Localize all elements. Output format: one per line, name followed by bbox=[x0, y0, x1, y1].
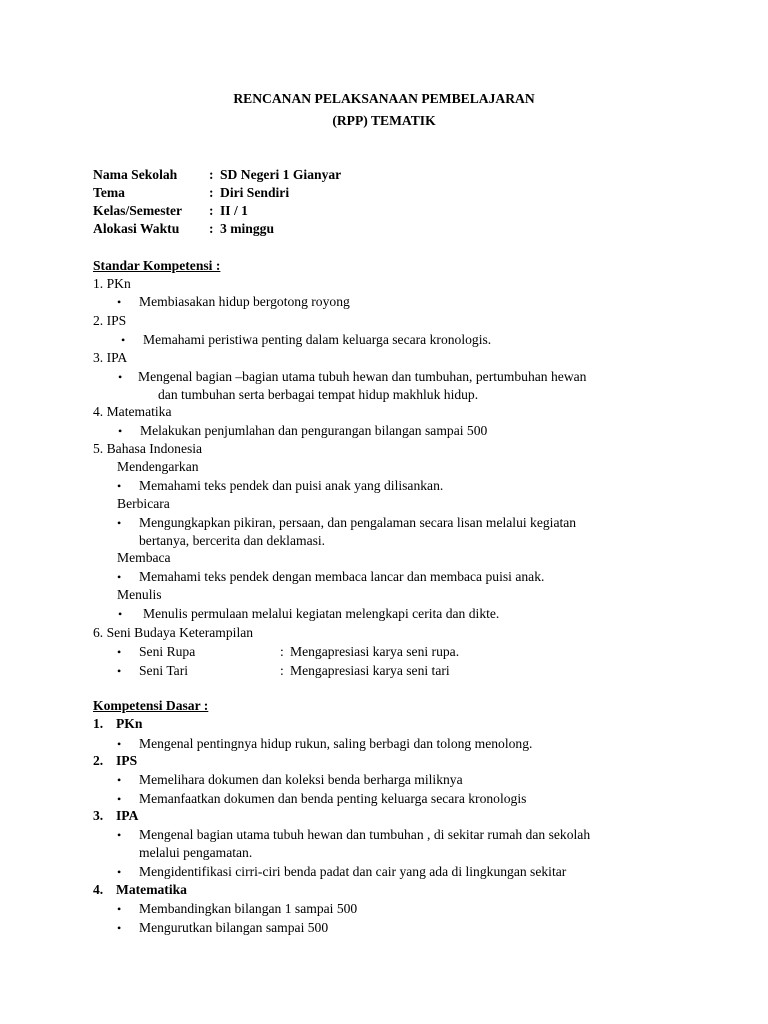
list-item: Mengidentifikasi cirri-ciri benda padat dan cair yang ada di lingkungan sekitar bbox=[139, 864, 567, 879]
list-item-continuation: bertanya, bercerita dan deklamasi. bbox=[139, 533, 326, 548]
identity-colon: : bbox=[209, 167, 214, 182]
identity-value: Diri Sendiri bbox=[220, 185, 290, 200]
list-item-colon: : bbox=[280, 663, 284, 678]
list-item: Memanfaatkan dokumen dan benda penting keluarga secara kronologis bbox=[139, 791, 527, 806]
sub-heading: Menulis bbox=[117, 587, 162, 602]
identity-value: SD Negeri 1 Gianyar bbox=[220, 167, 342, 182]
bullet-icon: • bbox=[117, 737, 122, 751]
sub-heading: Berbicara bbox=[117, 496, 170, 511]
list-item: Memelihara dokumen dan koleksi benda berharga miliknya bbox=[139, 772, 463, 787]
subject-heading: IPA bbox=[116, 808, 139, 823]
list-item-colon: : bbox=[280, 644, 284, 659]
bullet-icon: • bbox=[117, 295, 122, 309]
document-title: RENCANAN PELAKSANAAN PEMBELAJARAN bbox=[233, 91, 535, 106]
bullet-icon: • bbox=[118, 370, 123, 384]
subject-heading: 4. Matematika bbox=[93, 404, 172, 419]
list-item: Memahami teks pendek dengan membaca lancar dan membaca puisi anak. bbox=[139, 569, 545, 584]
list-item: Membandingkan bilangan 1 sampai 500 bbox=[139, 901, 358, 916]
sub-heading: Mendengarkan bbox=[117, 459, 199, 474]
subject-number: 3. bbox=[93, 808, 104, 823]
section-heading: Kompetensi Dasar : bbox=[93, 698, 209, 713]
list-item-label: Seni Tari bbox=[139, 663, 189, 678]
subject-heading: 6. Seni Budaya Keterampilan bbox=[93, 625, 254, 640]
list-item: Menulis permulaan melalui kegiatan melengkapi cerita dan dikte. bbox=[143, 606, 500, 621]
subject-heading: 2. IPS bbox=[93, 313, 127, 328]
list-item: Mengenal pentingnya hidup rukun, saling berbagi dan tolong menolong. bbox=[139, 736, 533, 751]
identity-label: Tema bbox=[93, 185, 125, 200]
list-item: Mengurutkan bilangan sampai 500 bbox=[139, 920, 329, 935]
identity-colon: : bbox=[209, 185, 214, 200]
identity-colon: : bbox=[209, 221, 214, 236]
document-subtitle: (RPP) TEMATIK bbox=[332, 113, 436, 128]
list-item-continuation: melalui pengamatan. bbox=[139, 845, 253, 860]
identity-label: Alokasi Waktu bbox=[93, 221, 180, 236]
list-item-value: Mengapresiasi karya seni tari bbox=[290, 663, 450, 678]
list-item: Mengungkapkan pikiran, persaan, dan pengalaman secara lisan melalui kegiatan bbox=[139, 515, 577, 530]
bullet-icon: • bbox=[118, 424, 123, 438]
bullet-icon: • bbox=[117, 902, 122, 916]
identity-value: II / 1 bbox=[220, 203, 248, 218]
list-item: Mengenal bagian utama tubuh hewan dan tumbuhan , di sekitar rumah dan sekolah bbox=[139, 827, 591, 842]
list-item: Mengenal bagian –bagian utama tubuh hewan dan tumbuhan, pertumbuhan hewan bbox=[138, 369, 587, 384]
list-item: Memahami peristiwa penting dalam keluarga secara kronologis. bbox=[143, 332, 492, 347]
bullet-icon: • bbox=[117, 828, 122, 842]
sub-heading: Membaca bbox=[117, 550, 171, 565]
bullet-icon: • bbox=[117, 792, 122, 806]
list-item-continuation: dan tumbuhan serta berbagai tempat hidup makhluk hidup. bbox=[158, 387, 479, 402]
list-item: Membiasakan hidup bergotong royong bbox=[139, 294, 350, 309]
subject-heading: IPS bbox=[116, 753, 138, 768]
subject-number: 4. bbox=[93, 882, 104, 897]
subject-heading: PKn bbox=[116, 716, 143, 731]
bullet-icon: • bbox=[121, 333, 126, 347]
subject-number: 1. bbox=[93, 716, 104, 731]
identity-label: Nama Sekolah bbox=[93, 167, 178, 182]
bullet-icon: • bbox=[117, 773, 122, 787]
bullet-icon: • bbox=[117, 645, 122, 659]
subject-heading: 1. PKn bbox=[93, 276, 131, 291]
section-heading: Standar Kompetensi : bbox=[93, 258, 221, 273]
bullet-icon: • bbox=[117, 570, 122, 584]
subject-heading: 3. IPA bbox=[93, 350, 128, 365]
subject-heading: Matematika bbox=[116, 882, 187, 897]
bullet-icon: • bbox=[117, 921, 122, 935]
list-item: Melakukan penjumlahan dan pengurangan bilangan sampai 500 bbox=[140, 423, 488, 438]
list-item-label: Seni Rupa bbox=[139, 644, 196, 659]
list-item-value: Mengapresiasi karya seni rupa. bbox=[290, 644, 460, 659]
identity-colon: : bbox=[209, 203, 214, 218]
bullet-icon: • bbox=[117, 865, 122, 879]
identity-value: 3 minggu bbox=[220, 221, 275, 236]
bullet-icon: • bbox=[117, 664, 122, 678]
bullet-icon: • bbox=[117, 479, 122, 493]
bullet-icon: • bbox=[117, 516, 122, 530]
bullet-icon: • bbox=[118, 607, 123, 621]
subject-heading: 5. Bahasa Indonesia bbox=[93, 441, 203, 456]
subject-number: 2. bbox=[93, 753, 104, 768]
identity-label: Kelas/Semester bbox=[93, 203, 183, 218]
list-item: Memahami teks pendek dan puisi anak yang dilisankan. bbox=[139, 478, 444, 493]
